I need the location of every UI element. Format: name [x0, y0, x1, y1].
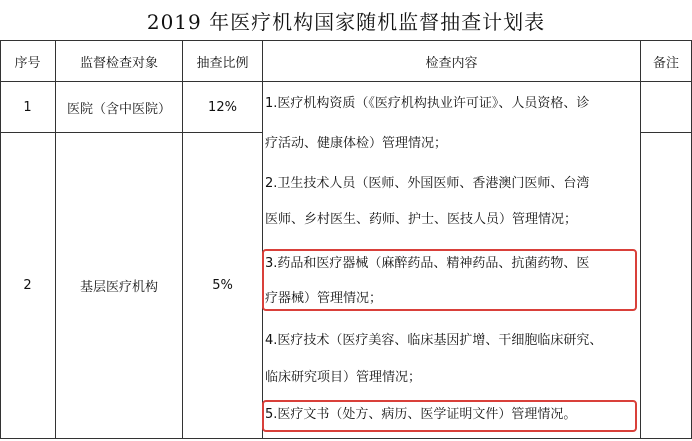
- row1-target: 医院（含中医院）: [66, 101, 171, 117]
- highlight-box-item5: [262, 400, 637, 432]
- content-line-1: 1.医疗机构资质（《医疗机构执业许可证》、人员资格、诊: [265, 96, 590, 111]
- content-line-6: 疗器械）管理情况；: [265, 291, 383, 306]
- row2-target: 基层医疗机构: [79, 280, 158, 295]
- header-note: 备注: [652, 55, 679, 71]
- row1-seq: 1: [23, 99, 32, 115]
- highlight-box-item3: [262, 249, 637, 311]
- header-ratio: 抽查比例: [196, 55, 249, 71]
- header-seq: 序号: [14, 55, 41, 71]
- table-title: 2019 年医疗机构国家随机监督抽查计划表: [146, 9, 546, 34]
- col3-divider: [262, 40, 263, 439]
- content-line-4: 医师、乡村医生、药师、护士、医技人员）管理情况；: [265, 212, 578, 227]
- content-line-9: 5.医疗文书（处方、病历、医学证明文件）管理情况。: [265, 407, 577, 422]
- content-line-3: 2.卫生技术人员（医师、外国医师、香港澳门医师、台湾: [265, 176, 590, 191]
- row1-ratio: 12%: [208, 99, 237, 115]
- row1-note-bottom-border: [640, 132, 692, 133]
- content-line-8: 临床研究项目）管理情况；: [265, 370, 422, 385]
- content-line-2: 疗活动、健康体检）管理情况；: [265, 136, 448, 151]
- table-bottom-border: [0, 438, 692, 439]
- header-content: 检查内容: [425, 55, 478, 71]
- col4-divider: [640, 40, 641, 439]
- content-line-5: 3.药品和医疗器械（麻醉药品、精神药品、抗菌药物、医: [265, 256, 590, 271]
- header-target: 监督检查对象: [79, 55, 158, 71]
- row2-ratio: 5%: [212, 278, 233, 293]
- content-line-7: 4.医疗技术（医疗美容、临床基因扩增、干细胞临床研究、: [265, 333, 603, 348]
- row2-seq: 2: [23, 278, 32, 293]
